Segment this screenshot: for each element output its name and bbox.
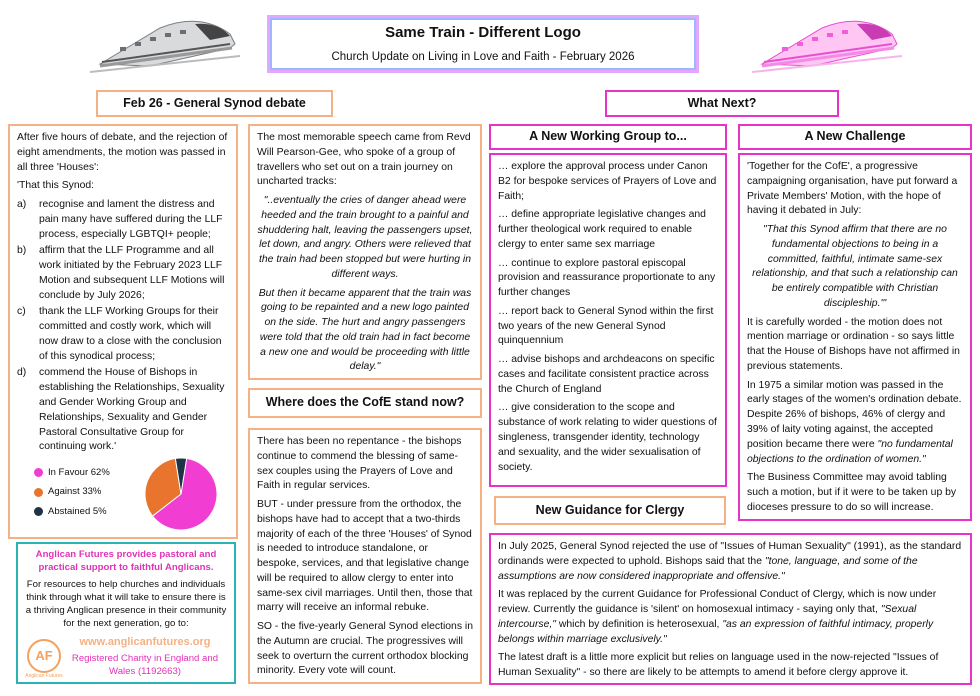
train-pink-image bbox=[752, 14, 902, 78]
synod-item: c) thank the LLF Working Groups for their committed and costly work, which will now draw to a close with the conclusion of this synodical process; bbox=[17, 306, 222, 362]
synod-intro: After five hours of debate, and the rejection of eight amendments, the motion was passed in all three 'Houses': bbox=[17, 132, 228, 173]
working-group-item: … report back to General Synod within the first two years of the new General Synod quinquennium bbox=[498, 305, 714, 347]
legend-swatch bbox=[34, 488, 43, 497]
cofe-p2: BUT - under pressure from the orthodox, the bishops have had to accept that a two-thirds majority of each of the three 'Houses' of Synod is needed to introduce standalone, or bespoke, services, and that legislative change will be required to allow clergy to enter into same-sex civil marriages. Until then, those that marry will receive an informal rebuke. bbox=[257, 499, 473, 614]
speech-quote-1: "..eventually the cries of danger ahead were heeded and the train brought to a painful and shuddering halt, leaving the passengers upset, let down, and angry. Others were relieved that the train had been stopped but were hurting in different ways. bbox=[257, 195, 473, 280]
legend-item: Against 33% bbox=[34, 485, 110, 498]
what-next-heading: What Next? bbox=[605, 90, 839, 117]
working-group-item: … define appropriate legislative changes and further theological work required to enable clergy to enter same sex marriage bbox=[498, 209, 706, 250]
synod-panel bbox=[8, 124, 238, 539]
af-strong-text: Anglican Futures provides pastoral and practical support to faithful Anglicans. bbox=[35, 549, 217, 573]
cofe-heading: Where does the CofE stand now? bbox=[248, 388, 482, 418]
af-website-link[interactable]: www.anglicanfutures.org bbox=[79, 635, 211, 648]
title-banner bbox=[267, 15, 699, 73]
synod-item: a) recognise and lament the distress and pain many have suffered during the LLF process, especially LGBTQI+ people; bbox=[17, 199, 223, 240]
synod-list bbox=[17, 198, 229, 455]
guidance-p2: It was replaced by the current Guidance for Professional Conduct of Clergy, which is now under review. Currently the guidance is 'silent' on homosexual intimacy - saying only that, "Sexual intercourse," which by definition is heterosexual, "as an expression of faithful intimacy, properly belongs within marriage exclusively." bbox=[498, 589, 937, 645]
legend-swatch bbox=[34, 507, 43, 516]
working-group-panel bbox=[489, 153, 727, 487]
challenge-p2: It is carefully worded - the motion does not mention marriage or ordination - so says little that the House of Bishops have not affirmed in previous statements. bbox=[747, 316, 960, 372]
af-body-text: For resources to help churches and individuals think through what it will take to ensure there is a thriving Anglican presence in their community for the next generation, go to: bbox=[25, 578, 227, 629]
speech-quote-2: But then it became apparent that the train was going to be repainted and a new logo painted on the side. The hurt and angry passengers were told that the old train had in fact become a new one and would be proceeding with little delay." bbox=[258, 287, 472, 373]
synod-that: 'That this Synod: bbox=[17, 180, 95, 192]
vote-pie-chart bbox=[143, 456, 219, 532]
legend-swatch bbox=[34, 468, 43, 477]
challenge-p4: The Business Committee may avoid tabling such a motion, but if it were to be taken up by dioceses pressure to do so will increase. bbox=[747, 472, 957, 513]
challenge-p1: 'Together for the CofE', a progressive campaigning organisation, have put forward a Private Members' Motion, with the hope of having it debated in July: bbox=[747, 161, 958, 217]
af-logo: AF Anglican Futures bbox=[25, 639, 63, 680]
speech-intro: The most memorable speech came from Revd Will Pearson-Gee, who spoke of a group of travellers who set out on a train journey on uncharted tracks: bbox=[257, 132, 471, 188]
guidance-heading: New Guidance for Clergy bbox=[494, 496, 726, 525]
speech-panel bbox=[248, 124, 482, 380]
guidance-p1: In July 2025, General Synod rejected the use of "Issues of Human Sexuality" (1991), as the standard ordinands were expected to uphold. Bishops said that the "tone, language, and some of the assumptions are now considered inappropriate and offensive." bbox=[498, 541, 962, 582]
working-group-item: … advise bishops and archdeacons on specific cases and facilitate consistent practice across the Church of England bbox=[498, 354, 715, 395]
challenge-quote: "That this Synod affirm that there are no fundamental objections to being in a committed, faithful, intimate same-sex relationship, and that such a relationship can be entirely compatible with Christian discipleship.'" bbox=[752, 224, 958, 309]
working-group-item: … continue to explore pastoral episcopal provision and reassurance proportionate to any further changes bbox=[498, 257, 716, 299]
af-charity-number: Registered Charity in England and Wales (1192663) bbox=[71, 653, 219, 678]
legend-item: In Favour 62% bbox=[34, 466, 110, 479]
cofe-p3: SO - the five-yearly General Synod elections in the Autumn are crucial. The progressives will seek to overturn the current orthodox blocking minority. Every vote will count. bbox=[257, 621, 473, 677]
new-challenge-panel bbox=[738, 153, 972, 521]
challenge-p3: In 1975 a similar motion was passed in the early stages of the women's ordination debate. Despite 26% of bishops, 46% of clergy and 39% of laity voting against, the accepted position became there were "no fundamental objections to the ordination of women." bbox=[747, 379, 962, 465]
new-challenge-heading: A New Challenge bbox=[738, 124, 972, 150]
synod-item: d) commend the House of Bishops in establishing the Relationships, Sexuality and Gender Working Group and Relationships, Sexuality and Gender Pastoral Consultative Group for continuing work.' bbox=[17, 367, 225, 453]
page-title: Same Train - Different Logo bbox=[385, 24, 581, 42]
legend-item: Abstained 5% bbox=[34, 505, 110, 518]
synod-heading: Feb 26 - General Synod debate bbox=[96, 90, 333, 117]
vote-legend bbox=[34, 466, 110, 524]
synod-item: b) affirm that the LLF Programme and all work initiated by the February 2023 LLF Motion and subsequent LLF Motions will conclude by July 2026; bbox=[17, 245, 225, 301]
cofe-p1: There has been no repentance - the bishops continue to commend the blessing of same-sex couples using the Prayers of Love and Faith in regular services. bbox=[257, 436, 462, 492]
guidance-p3: The latest draft is a little more explicit but relies on language used in the now-rejected "Issues of Human Sexuality" - so there are likely to be attempts to amend it before clergy approve it. bbox=[498, 652, 939, 679]
working-group-item: … give consideration to the scope and substance of work relating to wider questions of singleness, transgender identity, technology and sexuality, and the wider sexualisation of society. bbox=[498, 402, 717, 473]
anglican-futures-panel bbox=[16, 542, 236, 684]
working-group-item: … explore the approval process under Canon B2 for bespoke services of Prayers of Love and Faith; bbox=[498, 161, 717, 202]
working-group-heading: A New Working Group to... bbox=[489, 124, 727, 150]
guidance-panel bbox=[489, 533, 972, 685]
page-subtitle: Church Update on Living in Love and Faith - February 2026 bbox=[331, 51, 635, 64]
cofe-panel bbox=[248, 428, 482, 684]
train-grey-image bbox=[90, 14, 240, 78]
